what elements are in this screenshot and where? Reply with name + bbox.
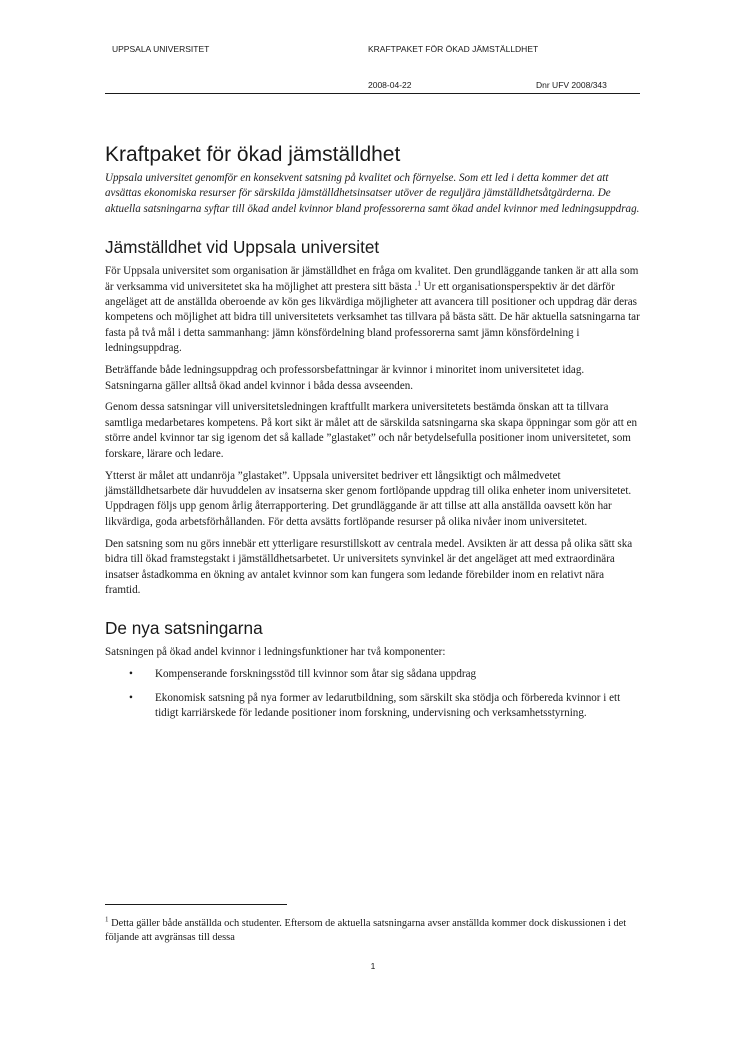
header-doc-title: KRAFTPAKET FÖR ÖKAD JÄMSTÄLLDHET [368, 44, 539, 54]
paragraph-text: Ur ett organisationsperspektiv är det därför angeläget att de anställda oberoende av kön ges likvärdiga möjligheter att avancera till positioner och uppdrag där deras kompetens och möjlighet att bidra till universitetets verksamhet tas tillvara på bästa sätt. De här aktuella satsningarna tar fasta på två mål i detta sammanhang: jämn könsfördelning bland professorerna samt jämn könsfördelning i ledningsuppdrag. [105, 280, 640, 355]
lead-paragraph: Uppsala universitet genomför en konsekvent satsning på kvalitet och förnyelse. Som ett led i detta kommer det att avsättas ekonomiska resurser för särskilda jämställdhetsinsatser utöver de reguljära jämställdhetsåtgärderna. De aktuella satsningarna syftar till ökad andel kvinnor bland professorerna samt ökad andel kvinnor med ledningsuppdrag. [105, 172, 640, 215]
list-item-text: Ekonomisk satsning på nya former av ledarutbildning, som särskilt ska stödja och förbereda kvinnor i ett tidigt karriärskede för ledande positioner inom forskning, undervisning och verksamhetsstyrning. [155, 691, 621, 720]
footnote-reference[interactable]: 1 [417, 278, 421, 287]
header-date: 2008-04-22 [368, 80, 412, 90]
list-item-text: Kompenserande forskningsstöd till kvinnor som åtar sig sådana uppdrag [155, 668, 477, 681]
paragraph: Satsningen på ökad andel kvinnor i ledningsfunktioner har två komponenter: [105, 646, 446, 659]
footnote-marker: 1 [105, 915, 109, 924]
bullet-list [105, 667, 640, 721]
list-item [105, 691, 640, 722]
bullet-icon: • [129, 668, 133, 681]
paragraph: Den satsning som nu görs innebär ett ytterligare resurstillskott av centrala medel. Avsikten är att dessa på olika sätt ska bidra till ökad framstegstakt i jämställdhetsarbetet. Ur universitets synvinkel är det angeläget att med extraordinära insatser åstadkomma en ökning av antalet kvinnor som kan fungera som ledande förebilder inom en relativt nära framtid. [105, 537, 633, 596]
page-number: 1 [370, 961, 376, 971]
paragraph: Genom dessa satsningar vill universitetsledningen kraftfullt markera universitetets bestämda önskan att ta tillvara samtliga medarbetares kompetens. På kort sikt är målet att de särskilda satsningarna ska skapa öppningar som gör att en större andel kvinnor tar sig igenom det så kallade ”glastaket” och når betydelsefulla positioner inom universitetet, som forskare, lärare och ledare. [105, 401, 638, 460]
document-title: Kraftpaket för ökad jämställdhet [105, 143, 401, 166]
footnote-rule [105, 904, 287, 905]
header-reference: Dnr UFV 2008/343 [536, 80, 607, 90]
footnote-text: Detta gäller både anställda och studenter. Eftersom de aktuella satsningarna avser anställda kommer dock diskussionen i det följande att avgränsas till dessa [105, 918, 627, 943]
header-institution: UPPSALA UNIVERSITET [112, 44, 210, 54]
bullet-icon: • [129, 691, 133, 704]
paragraph [105, 264, 640, 356]
section-heading-jamstalldhet: Jämställdhet vid Uppsala universitet [105, 237, 380, 258]
document-body [105, 141, 640, 729]
paragraph: Beträffande både ledningsuppdrag och professorsbefattningar är kvinnor i minoritet inom universitetet idag. Satsningarna gäller alltså ökad andel kvinnor i båda dessa avseenden. [105, 364, 585, 392]
section-heading-nya-satsningarna: De nya satsningarna [105, 618, 263, 639]
footnote [105, 917, 640, 944]
list-item [105, 667, 640, 682]
paragraph: Ytterst är målet att undanröja ”glastaket”. Uppsala universitet bedriver ett långsiktigt och målmedvetet jämställdhetsarbete där huvuddelen av insatserna sker genom fortlöpande uppdrag till olika enheter inom universitetet. Uppdragen följs upp genom årlig återrapportering. Det grundläggande är att tillse att alla anställda oavsett kön har likvärdiga, goda arbetsförhållanden. För detta avsätts fortlöpande resurser på olika nivåer inom universitetet. [105, 469, 632, 528]
header-rule [105, 93, 640, 94]
paragraph-text: För Uppsala universitet som organisation är jämställdhet en fråga om kvalitet. Den grundläggande tanken är att alla som är verksamma vid universitetet ska ha möjlighet att prestera sitt bästa . [105, 265, 639, 293]
